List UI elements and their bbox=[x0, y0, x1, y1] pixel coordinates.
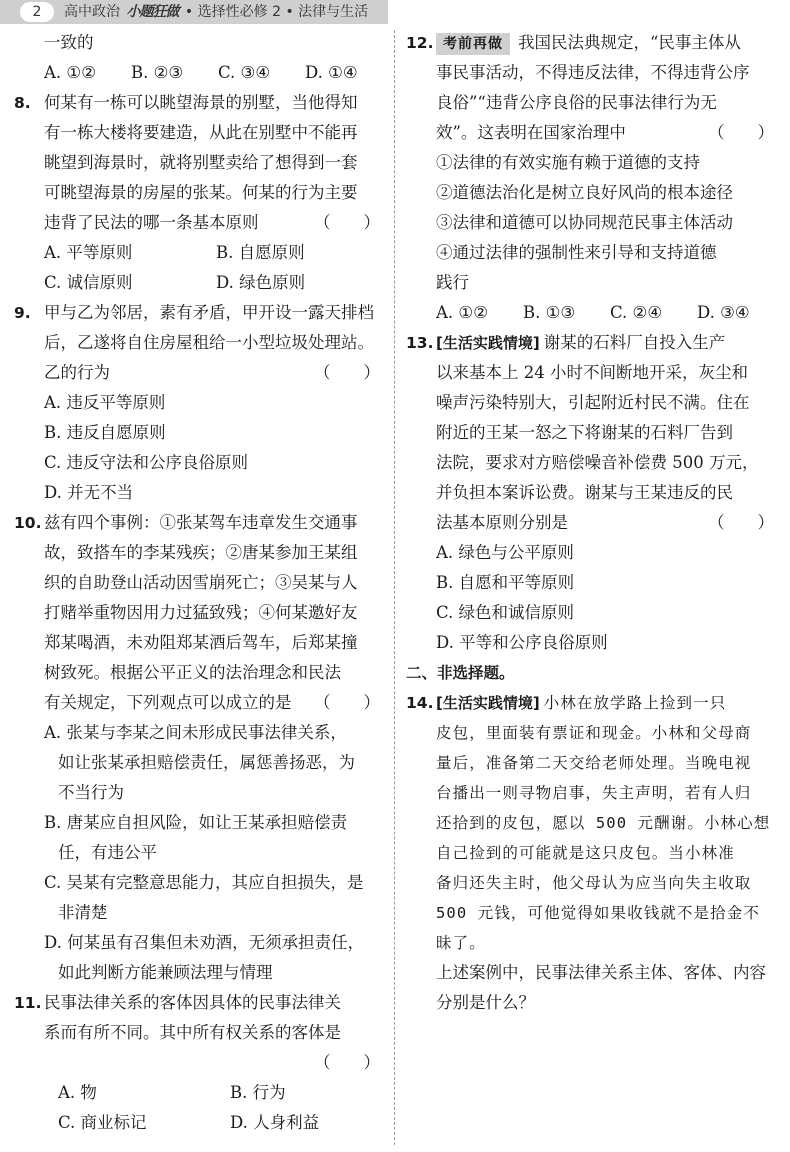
option-d: D. 何某虽有召集但未劝酒，无须承担责任， bbox=[44, 933, 365, 952]
option-d: D. 平等和公序良俗原则 bbox=[436, 633, 608, 652]
question-text: 法基本原则分别是 bbox=[436, 513, 568, 532]
question-number: 14. bbox=[406, 694, 434, 712]
question-text: 量后，准备第二天交给老师处理。当晚电视 bbox=[436, 754, 752, 772]
statement-3: ③法律和道德可以协同规范民事主体活动 bbox=[436, 213, 733, 232]
option-a: A. 绿色与公平原则 bbox=[436, 543, 574, 562]
section-heading: 二、非选择题。 bbox=[406, 664, 515, 682]
question-9 bbox=[14, 298, 384, 508]
question-text: 有一栋大楼将要建造，从此在别墅中不能再 bbox=[44, 123, 358, 142]
question-text: 系而有所不同。其中所有权关系的客体是 bbox=[44, 1023, 341, 1042]
question-13 bbox=[406, 328, 778, 658]
option-b: B. ②③ bbox=[131, 63, 184, 82]
question-text: 良俗”“违背公序良俗的民事法律行为无 bbox=[436, 93, 717, 112]
question-number: 11. bbox=[14, 994, 42, 1012]
option-b: B. 唐某应自担风险，如让王某承担赔偿责 bbox=[44, 813, 348, 832]
question-text: 兹有四个事例：①张某驾车违章发生交通事 bbox=[44, 513, 358, 532]
statement-4-cont: 践行 bbox=[436, 273, 469, 292]
question-number: 8. bbox=[14, 94, 31, 112]
option-a-cont: 如让张某承担赔偿责任，属惩善扬恶，为 bbox=[58, 753, 355, 772]
review-tag: 考前再做 bbox=[436, 33, 510, 55]
question-text: 500 元钱，可他觉得如果收钱就不是拾金不 bbox=[436, 904, 760, 922]
question-text: 事民事活动，不得违反法律，不得违背公序 bbox=[436, 63, 750, 82]
question-text: 还拾到的皮包，愿以 500 元酬谢。小林心想 bbox=[436, 814, 771, 832]
question-text: 法院，要求对方赔偿噪音补偿费 500 万元， bbox=[436, 453, 759, 472]
question-text: 效”。这表明在国家治理中 bbox=[436, 123, 626, 142]
question-text: 打赌举重物因用力过猛致残；④何某邀好友 bbox=[44, 603, 358, 622]
question-text: 皮包，里面装有票证和现金。小林和父母商 bbox=[436, 724, 752, 742]
header-separator: • bbox=[184, 4, 194, 20]
answer-blank[interactable]: （ ） bbox=[708, 513, 774, 532]
page-header bbox=[0, 0, 790, 26]
option-b: B. 自愿和平等原则 bbox=[436, 573, 575, 592]
statement-1: ①法律的有效实施有赖于道德的支持 bbox=[436, 153, 700, 172]
question-text: 眺望到海景时，就将别墅卖给了想得到一套 bbox=[44, 153, 358, 172]
question-text: 有关规定，下列观点可以成立的是 bbox=[44, 693, 292, 712]
question-text: 昧了。 bbox=[436, 934, 486, 952]
question-text: 自己捡到的可能就是这只皮包。当小林准 bbox=[436, 844, 735, 862]
option-b: B. 违反自愿原则 bbox=[44, 423, 166, 442]
page-number: 2 bbox=[20, 2, 54, 22]
question-text: 后，乙遂将自住房屋租给一小型垃圾处理站。 bbox=[44, 333, 374, 352]
answer-blank[interactable]: （ ） bbox=[314, 363, 380, 382]
question-text: 郑某喝酒，未劝阻郑某酒后驾车，后郑某撞 bbox=[44, 633, 358, 652]
option-a-cont: 不当行为 bbox=[58, 783, 124, 802]
option-a: A. 物 bbox=[58, 1083, 97, 1102]
question-prompt: 上述案例中，民事法律关系主体、客体、内容 bbox=[436, 963, 766, 982]
option-c: C. 诚信原则 bbox=[44, 273, 133, 292]
option-a: A. 违反平等原则 bbox=[44, 393, 166, 412]
question-text: 何某有一栋可以眺望海景的别墅，当他得知 bbox=[44, 93, 358, 112]
option-b-cont: 任，有违公平 bbox=[58, 843, 157, 862]
question-12 bbox=[406, 28, 778, 328]
option-c-cont: 非清楚 bbox=[58, 903, 108, 922]
context-tag: [生活实践情境] bbox=[436, 334, 540, 352]
question-text: 备归还失主时，他父母认为应当向失主收取 bbox=[436, 874, 752, 892]
option-a: A. ①② bbox=[436, 303, 488, 322]
question-number: 13. bbox=[406, 334, 434, 352]
question-text: 小林在放学路上捡到一只 bbox=[543, 694, 727, 712]
question-prompt: 分别是什么？ bbox=[436, 993, 535, 1012]
option-d-cont: 如此判断方能兼顾法理与情理 bbox=[58, 963, 273, 982]
question-text: 树致死。根据公平正义的法治理念和民法 bbox=[44, 663, 341, 682]
brand-logo: 小题狂做 bbox=[126, 4, 179, 20]
header-book: 法律与生活 bbox=[298, 4, 369, 20]
question-text: 以来基本上 24 小时不间断地开采，灰尘和 bbox=[436, 363, 748, 382]
question-text: 附近的王某一怒之下将谢某的石料厂告到 bbox=[436, 423, 733, 442]
option-c: C. 吴某有完整意思能力，其应自担损失，是 bbox=[44, 873, 364, 892]
option-d: D. 并无不当 bbox=[44, 483, 134, 502]
option-a: A. ①② bbox=[44, 63, 96, 82]
option-c: C. ③④ bbox=[218, 63, 271, 82]
option-b: B. ①③ bbox=[523, 303, 576, 322]
question-10 bbox=[14, 508, 384, 988]
question-7-tail: 一致的 bbox=[44, 33, 94, 52]
option-d: D. 绿色原则 bbox=[216, 273, 306, 292]
question-text: 民事法律关系的客体因具体的民事法律关 bbox=[44, 993, 341, 1012]
question-text: 违背了民法的哪一条基本原则 bbox=[44, 213, 259, 232]
question-7-options bbox=[14, 58, 384, 88]
column-divider bbox=[394, 30, 395, 1145]
question-text: 织的自助登山活动因雪崩死亡；③吴某与人 bbox=[44, 573, 358, 592]
question-text: 故，致搭车的李某残疾；②唐某参加王某组 bbox=[44, 543, 358, 562]
option-c: C. 商业标记 bbox=[58, 1113, 147, 1132]
question-text: 台播出一则寻物启事，失主声明，若有人归 bbox=[436, 784, 752, 802]
question-number: 12. bbox=[406, 34, 434, 52]
answer-blank[interactable]: （ ） bbox=[314, 1053, 380, 1072]
question-text: 乙的行为 bbox=[44, 363, 110, 382]
answer-blank[interactable]: （ ） bbox=[314, 693, 380, 712]
answer-blank[interactable]: （ ） bbox=[708, 123, 774, 142]
option-a: A. 平等原则 bbox=[44, 243, 133, 262]
header-subject: 高中政治 bbox=[64, 4, 120, 20]
option-b: B. 行为 bbox=[230, 1083, 286, 1102]
question-text: 甲与乙为邻居，素有矛盾，甲开设一露天排档 bbox=[44, 303, 374, 322]
question-14 bbox=[406, 688, 778, 1018]
question-text: 谢某的石料厂自投入生产 bbox=[543, 333, 726, 352]
question-11 bbox=[14, 988, 384, 1138]
option-a: A. 张某与李某之间未形成民事法律关系， bbox=[44, 723, 347, 742]
question-number: 10. bbox=[14, 514, 42, 532]
answer-blank[interactable]: （ ） bbox=[314, 213, 380, 232]
header-title bbox=[64, 2, 368, 22]
option-c: C. ②④ bbox=[610, 303, 663, 322]
option-c: C. 违反守法和公序良俗原则 bbox=[44, 453, 249, 472]
header-separator: • bbox=[285, 4, 294, 20]
question-text: 并负担本案诉讼费。谢某与王某违反的民 bbox=[436, 483, 733, 502]
option-d: D. 人身利益 bbox=[230, 1113, 320, 1132]
option-d: D. ③④ bbox=[697, 303, 750, 322]
statement-4: ④通过法律的强制性来引导和支持道德 bbox=[436, 243, 717, 262]
header-course: 选择性必修 2 bbox=[197, 4, 281, 20]
question-8 bbox=[14, 88, 384, 298]
question-text: 噪声污染特别大，引起附近村民不满。住在 bbox=[436, 393, 750, 412]
question-text: 可眺望海景的房屋的张某。何某的行为主要 bbox=[44, 183, 358, 202]
context-tag: [生活实践情境] bbox=[436, 694, 540, 712]
option-d: D. ①④ bbox=[305, 63, 358, 82]
question-text: 我国民法典规定，“民事主体从 bbox=[518, 33, 741, 52]
option-b: B. 自愿原则 bbox=[216, 243, 305, 262]
statement-2: ②道德法治化是树立良好风尚的根本途径 bbox=[436, 183, 733, 202]
option-c: C. 绿色和诚信原则 bbox=[436, 603, 575, 622]
question-number: 9. bbox=[14, 304, 31, 322]
left-column bbox=[14, 28, 384, 1138]
right-column bbox=[406, 28, 778, 1018]
